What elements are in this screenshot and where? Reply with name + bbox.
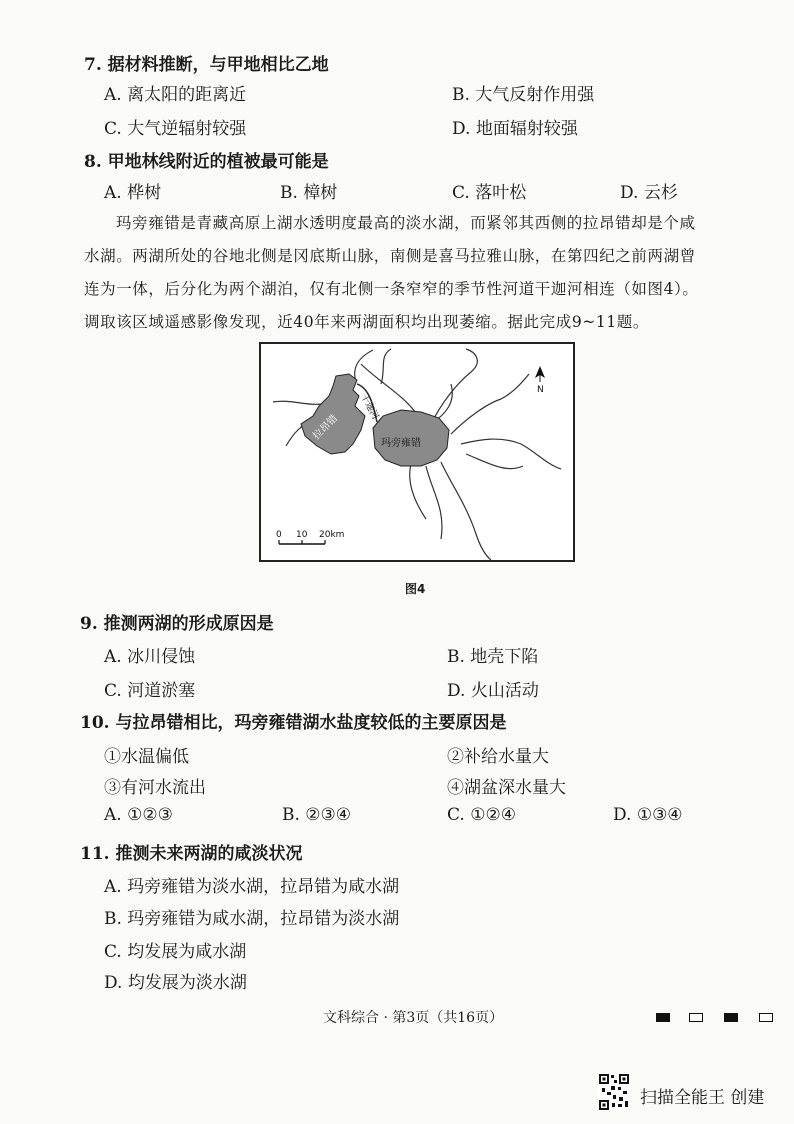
passage-line-1: 玛旁雍错是青藏高原上湖水透明度最高的淡水湖，而紧邻其西侧的拉昂错却是个咸 [116, 214, 696, 232]
question-8-option-c: C. 落叶松 [452, 183, 527, 203]
lake-label-west: 拉昂错 [311, 413, 341, 443]
question-9-option-a: A. 冰川侵蚀 [104, 647, 196, 667]
map-figure-4 [259, 342, 575, 562]
question-9-option-b: B. 地壳下陷 [447, 647, 539, 667]
question-7-stem: 7. 据材料推断，与甲地相比乙地 [84, 55, 329, 75]
scale-label-10: 10 [296, 530, 308, 540]
figure-caption: 图4 [405, 582, 426, 596]
question-10-statement-4: ④湖盆深水量大 [447, 778, 566, 798]
river-label-ganga: 干迦河 [358, 392, 380, 422]
question-7-option-c: C. 大气逆辐射较强 [104, 119, 247, 139]
question-10-stem: 10. 与拉昂错相比，玛旁雍错湖水盐度较低的主要原因是 [80, 713, 507, 733]
question-8-stem: 8. 甲地林线附近的植被最可能是 [84, 152, 329, 172]
qr-code-icon [598, 1073, 630, 1111]
lake-map [261, 344, 573, 560]
question-10-statement-2: ②补给水量大 [447, 747, 549, 767]
question-10-option-c: C. ①②④ [447, 805, 516, 825]
question-8-option-a: A. 桦树 [104, 183, 162, 203]
question-10-statement-1: ①水温偏低 [104, 747, 189, 767]
question-7-option-b: B. 大气反射作用强 [452, 85, 595, 105]
question-9-stem: 9. 推测两湖的形成原因是 [80, 614, 274, 634]
question-7-option-a: A. 离太阳的距离近 [104, 85, 247, 105]
page-footer: 文科综合 · 第3页（共16页） [323, 1010, 504, 1026]
question-11-option-b: B. 玛旁雍错为咸水湖，拉昂错为淡水湖 [104, 909, 400, 929]
question-10-statement-3: ③有河水流出 [104, 778, 206, 798]
passage-line-3: 连为一体，后分化为两个湖泊，仅有北侧一条窄窄的季节性河道干迦河相连（如图4）。 [84, 280, 699, 298]
question-11-stem: 11. 推测未来两湖的咸淡状况 [80, 844, 303, 864]
scale-label-20: 20km [319, 530, 345, 540]
question-9-option-d: D. 火山活动 [447, 681, 539, 701]
question-11-option-c: C. 均发展为咸水湖 [104, 942, 247, 962]
scale-label-0: 0 [276, 530, 282, 540]
lake-label-east: 玛旁雍错 [381, 438, 421, 449]
scanner-watermark: 扫描全能王 创建 [640, 1088, 765, 1108]
north-label: N [537, 385, 544, 395]
question-11-option-d: D. 均发展为淡水湖 [104, 973, 247, 993]
passage-line-2: 水湖。两湖所处的谷地北侧是冈底斯山脉，南侧是喜马拉雅山脉，在第四纪之前两湖曾 [84, 247, 696, 265]
question-8-option-b: B. 樟树 [280, 183, 338, 203]
question-7-option-d: D. 地面辐射较强 [452, 119, 578, 139]
question-10-option-d: D. ①③④ [613, 805, 683, 825]
question-8-option-d: D. 云杉 [620, 183, 678, 203]
question-10-option-b: B. ②③④ [282, 805, 352, 825]
north-arrow-icon [535, 366, 545, 382]
passage-line-4: 调取该区域遥感影像发现，近40年来两湖面积均出现萎缩。据此完成9~11题。 [84, 313, 649, 331]
question-9-option-c: C. 河道淤塞 [104, 681, 196, 701]
question-10-option-a: A. ①②③ [104, 805, 173, 825]
scale-bar [279, 540, 325, 544]
question-11-option-a: A. 玛旁雍错为淡水湖，拉昂错为咸水湖 [104, 877, 400, 897]
